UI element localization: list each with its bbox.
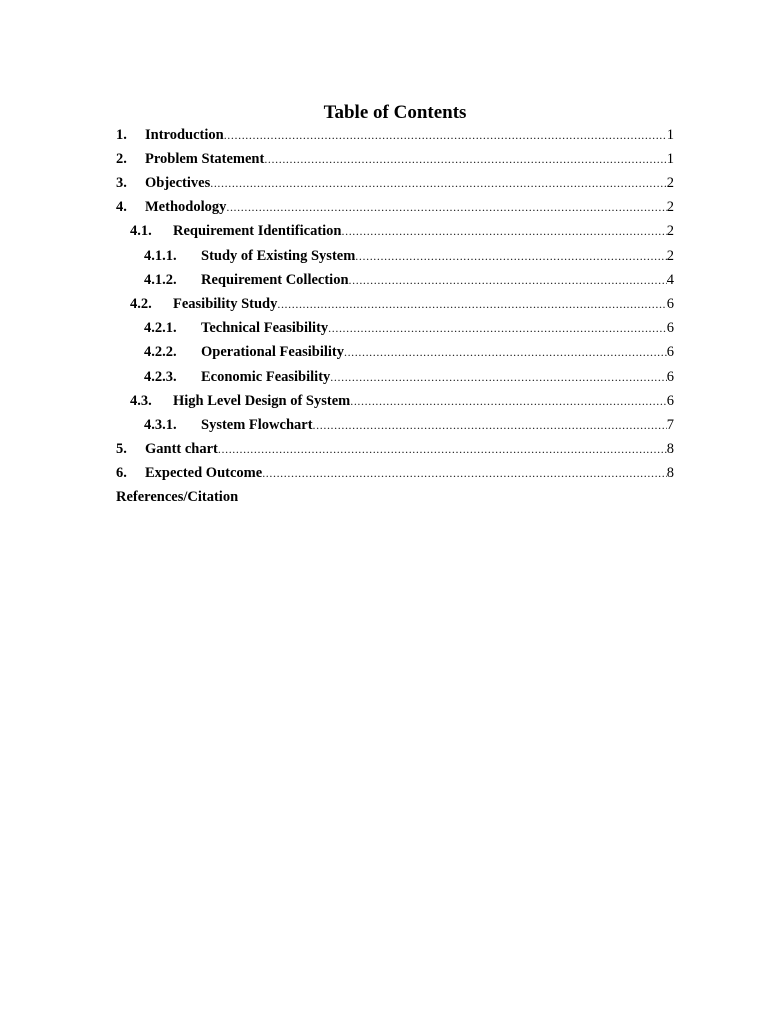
toc-entry-title: Problem Statement <box>145 151 265 167</box>
toc-entry-title: Methodology <box>145 199 227 215</box>
toc-entry-title: Objectives <box>145 175 211 191</box>
toc-dot-leader <box>350 391 667 411</box>
toc-entry-expected-outcome[interactable] <box>116 463 674 483</box>
toc-entry-system-flowchart[interactable] <box>144 415 674 435</box>
toc-entry-requirement-collection[interactable] <box>144 270 674 290</box>
toc-dot-leader <box>355 246 666 266</box>
toc-entry-title: Expected Outcome <box>145 465 263 481</box>
toc-page-number: 6 <box>666 320 674 336</box>
toc-entry-introduction[interactable] <box>116 125 674 145</box>
toc-entry-number: 4.2.3. <box>144 369 177 385</box>
toc-page-number: 7 <box>666 417 674 433</box>
toc-entry-number: 4.1.2. <box>144 272 177 288</box>
toc-page-number: 2 <box>666 248 674 264</box>
toc-dot-leader <box>226 197 666 217</box>
toc-page-number: 8 <box>666 441 674 457</box>
toc-page-number: 6 <box>666 296 674 312</box>
toc-dot-leader <box>349 270 667 290</box>
toc-page-number: 2 <box>666 223 674 239</box>
toc-dot-leader <box>210 173 667 193</box>
toc-entry-number: 4. <box>116 199 127 215</box>
toc-entry-problem-statement[interactable] <box>116 149 674 169</box>
toc-entry-title: System Flowchart <box>201 417 313 433</box>
toc-page-number: 6 <box>666 369 674 385</box>
toc-entry-title: High Level Design of System <box>173 393 351 409</box>
toc-page-number: 1 <box>666 127 674 143</box>
toc-dot-leader <box>344 342 667 362</box>
toc-dot-leader <box>264 149 666 169</box>
toc-page-number: 2 <box>666 199 674 215</box>
toc-dot-leader <box>330 367 666 387</box>
toc-entry-number: 2. <box>116 151 127 167</box>
toc-page-number: 1 <box>666 151 674 167</box>
toc-entry-number: 4.3.1. <box>144 417 177 433</box>
toc-entry-title: Operational Feasibility <box>201 344 344 360</box>
toc-page-number: 2 <box>666 175 674 191</box>
toc-entry-feasibility-study[interactable] <box>130 294 674 314</box>
toc-entry-title: Gantt chart <box>145 441 218 457</box>
toc-entry-references[interactable]: References/Citation <box>116 489 239 505</box>
toc-page-number: 6 <box>666 344 674 360</box>
toc-entry-title: Requirement Identification <box>173 223 342 239</box>
toc-entry-number: 6. <box>116 465 127 481</box>
toc-entry-number: 4.1.1. <box>144 248 177 264</box>
toc-entry-number: 4.2. <box>130 296 152 312</box>
toc-entry-number: 4.2.1. <box>144 320 177 336</box>
toc-dot-leader <box>262 463 667 483</box>
toc-entry-number: 4.3. <box>130 393 152 409</box>
toc-entry-title: Economic Feasibility <box>201 369 331 385</box>
toc-entry-methodology[interactable] <box>116 197 674 217</box>
toc-entry-high-level-design[interactable] <box>130 391 674 411</box>
toc-entry-title: Technical Feasibility <box>201 320 329 336</box>
toc-dot-leader <box>218 439 667 459</box>
toc-entry-economic-feasibility[interactable] <box>144 367 674 387</box>
toc-dot-leader <box>313 415 667 435</box>
toc-entry-number: 4.1. <box>130 223 152 239</box>
toc-entry-title: Requirement Collection <box>201 272 349 288</box>
toc-entry-gantt-chart[interactable] <box>116 439 674 459</box>
toc-entry-title: Feasibility Study <box>173 296 278 312</box>
toc-entry-operational-feasibility[interactable] <box>144 342 674 362</box>
toc-entry-number: 1. <box>116 127 127 143</box>
toc-entry-number: 5. <box>116 441 127 457</box>
toc-dot-leader <box>342 221 667 241</box>
toc-entry-number: 3. <box>116 175 127 191</box>
toc-dot-leader <box>224 125 667 145</box>
toc-entry-study-of-existing-system[interactable] <box>144 246 674 266</box>
toc-page-number: 4 <box>666 272 674 288</box>
toc-page-number: 8 <box>666 465 674 481</box>
toc-entry-objectives[interactable] <box>116 173 674 193</box>
toc-entry-number: 4.2.2. <box>144 344 177 360</box>
toc-title: Table of Contents <box>323 102 467 123</box>
toc-dot-leader <box>277 294 666 314</box>
toc-entry-title: Study of Existing System <box>201 248 356 264</box>
toc-entry-technical-feasibility[interactable] <box>144 318 674 338</box>
toc-entry-requirement-identification[interactable] <box>130 221 674 241</box>
toc-page-number: 6 <box>666 393 674 409</box>
toc-entry-title: Introduction <box>145 127 224 143</box>
toc-dot-leader <box>328 318 667 338</box>
